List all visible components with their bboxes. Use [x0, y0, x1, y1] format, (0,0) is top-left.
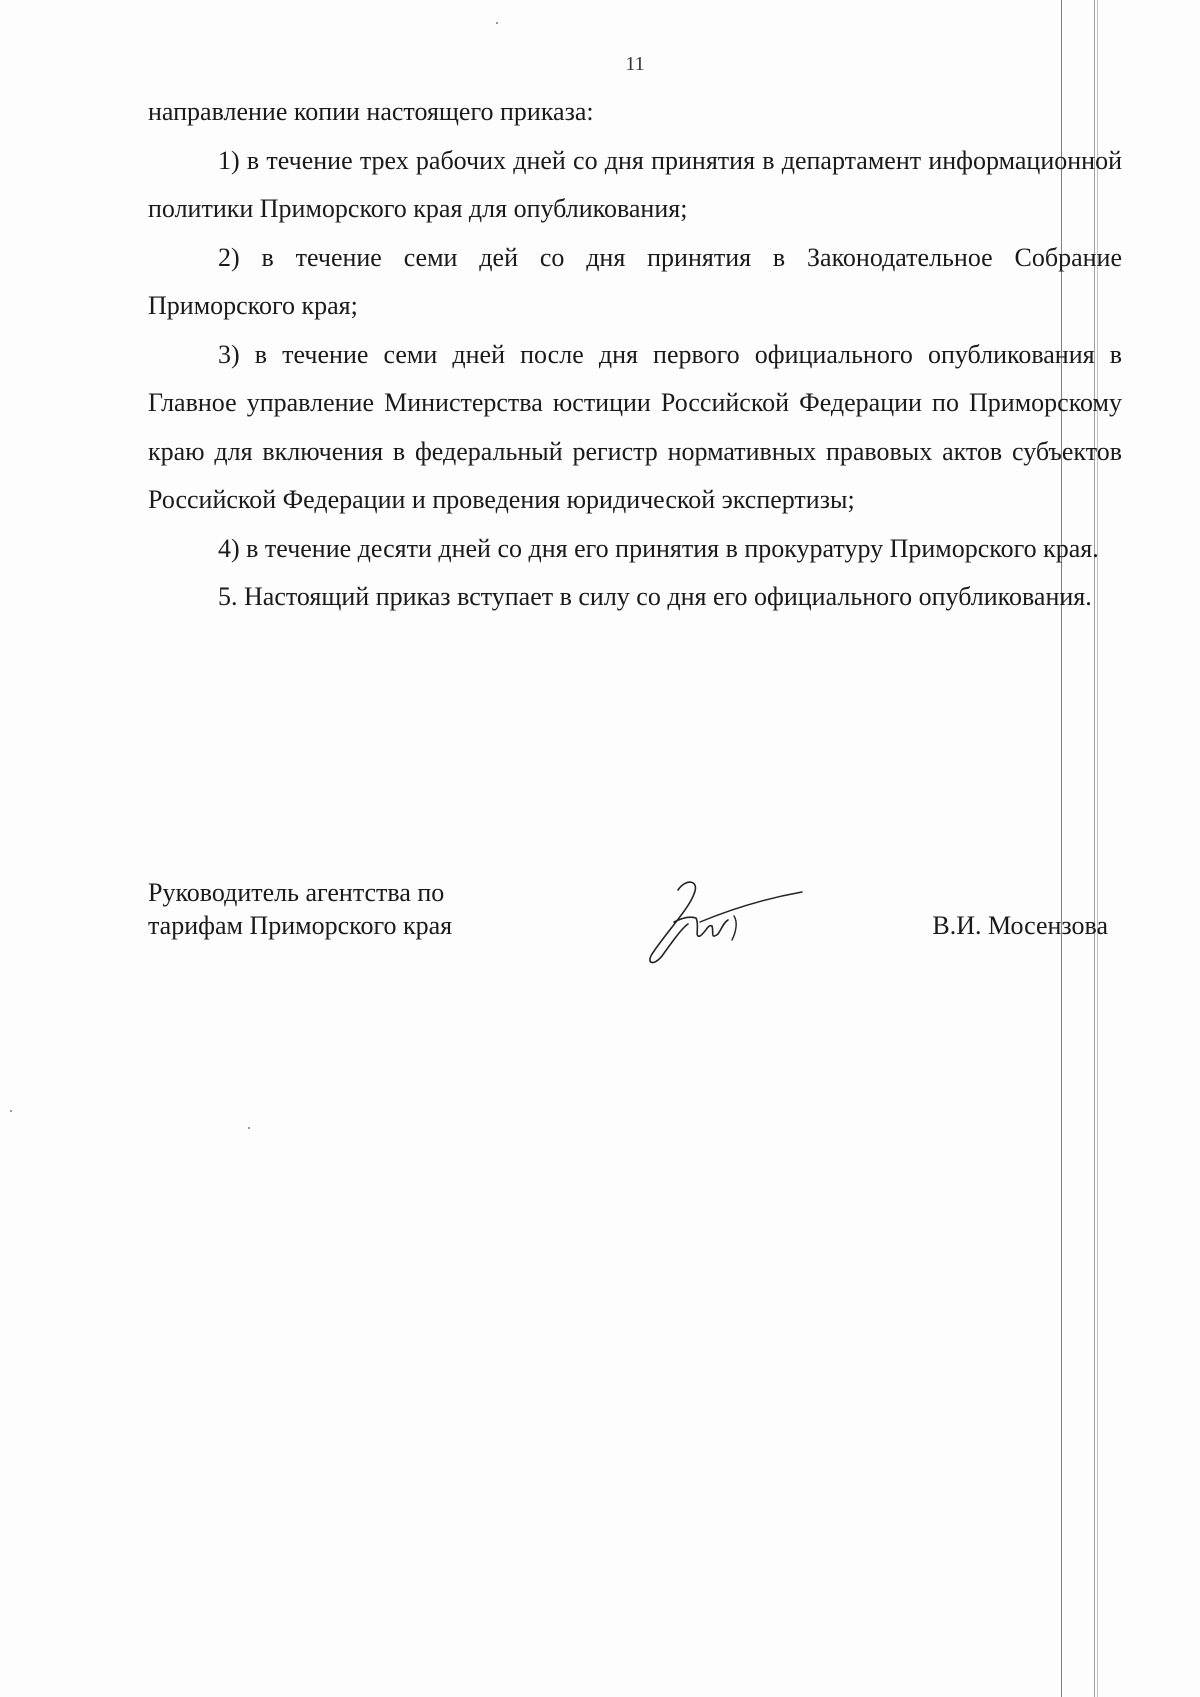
paragraph-item-5: 5. Настоящий приказ вступает в силу со дня его официального опубликования.	[218, 582, 1092, 611]
scan-speck	[10, 1110, 12, 1112]
document-body	[148, 88, 1122, 622]
signatory-name: В.И. Мосензова	[932, 911, 1108, 940]
signature-block	[148, 876, 1122, 986]
paragraph-item-1: 1) в течение трех рабочих дней со дня принятия в департамент информационной политики Приморского края для опубликования;	[148, 145, 1122, 223]
paragraph-item-2: 2) в течение семи дей со дня принятия в Законодательное Собрание Приморского края;	[148, 242, 1122, 320]
handwritten-signature	[638, 870, 818, 970]
page-number: 11	[625, 53, 645, 75]
signatory-title	[148, 876, 508, 942]
signatory-title-line-1: Руководитель агентства по	[148, 878, 445, 907]
paragraph-intro: направление копии настоящего приказа:	[148, 97, 594, 126]
signatory-title-line-2: тарифам Приморского края	[148, 911, 453, 940]
paragraph-item-3: 3) в течение семи дней после дня первого официального опубликования в Главное управление Министерства юстиции Российской Федерации по Приморскому краю для включения в федеральный регистр нормативных правовых актов субъектов Российской Федерации и проведения юридической экспертизы;	[148, 339, 1122, 514]
scan-speck	[248, 1127, 250, 1129]
paragraph-item-4: 4) в течение десяти дней со дня его принятия в прокуратуру Приморского края.	[218, 533, 1099, 563]
scan-speck	[496, 22, 498, 24]
